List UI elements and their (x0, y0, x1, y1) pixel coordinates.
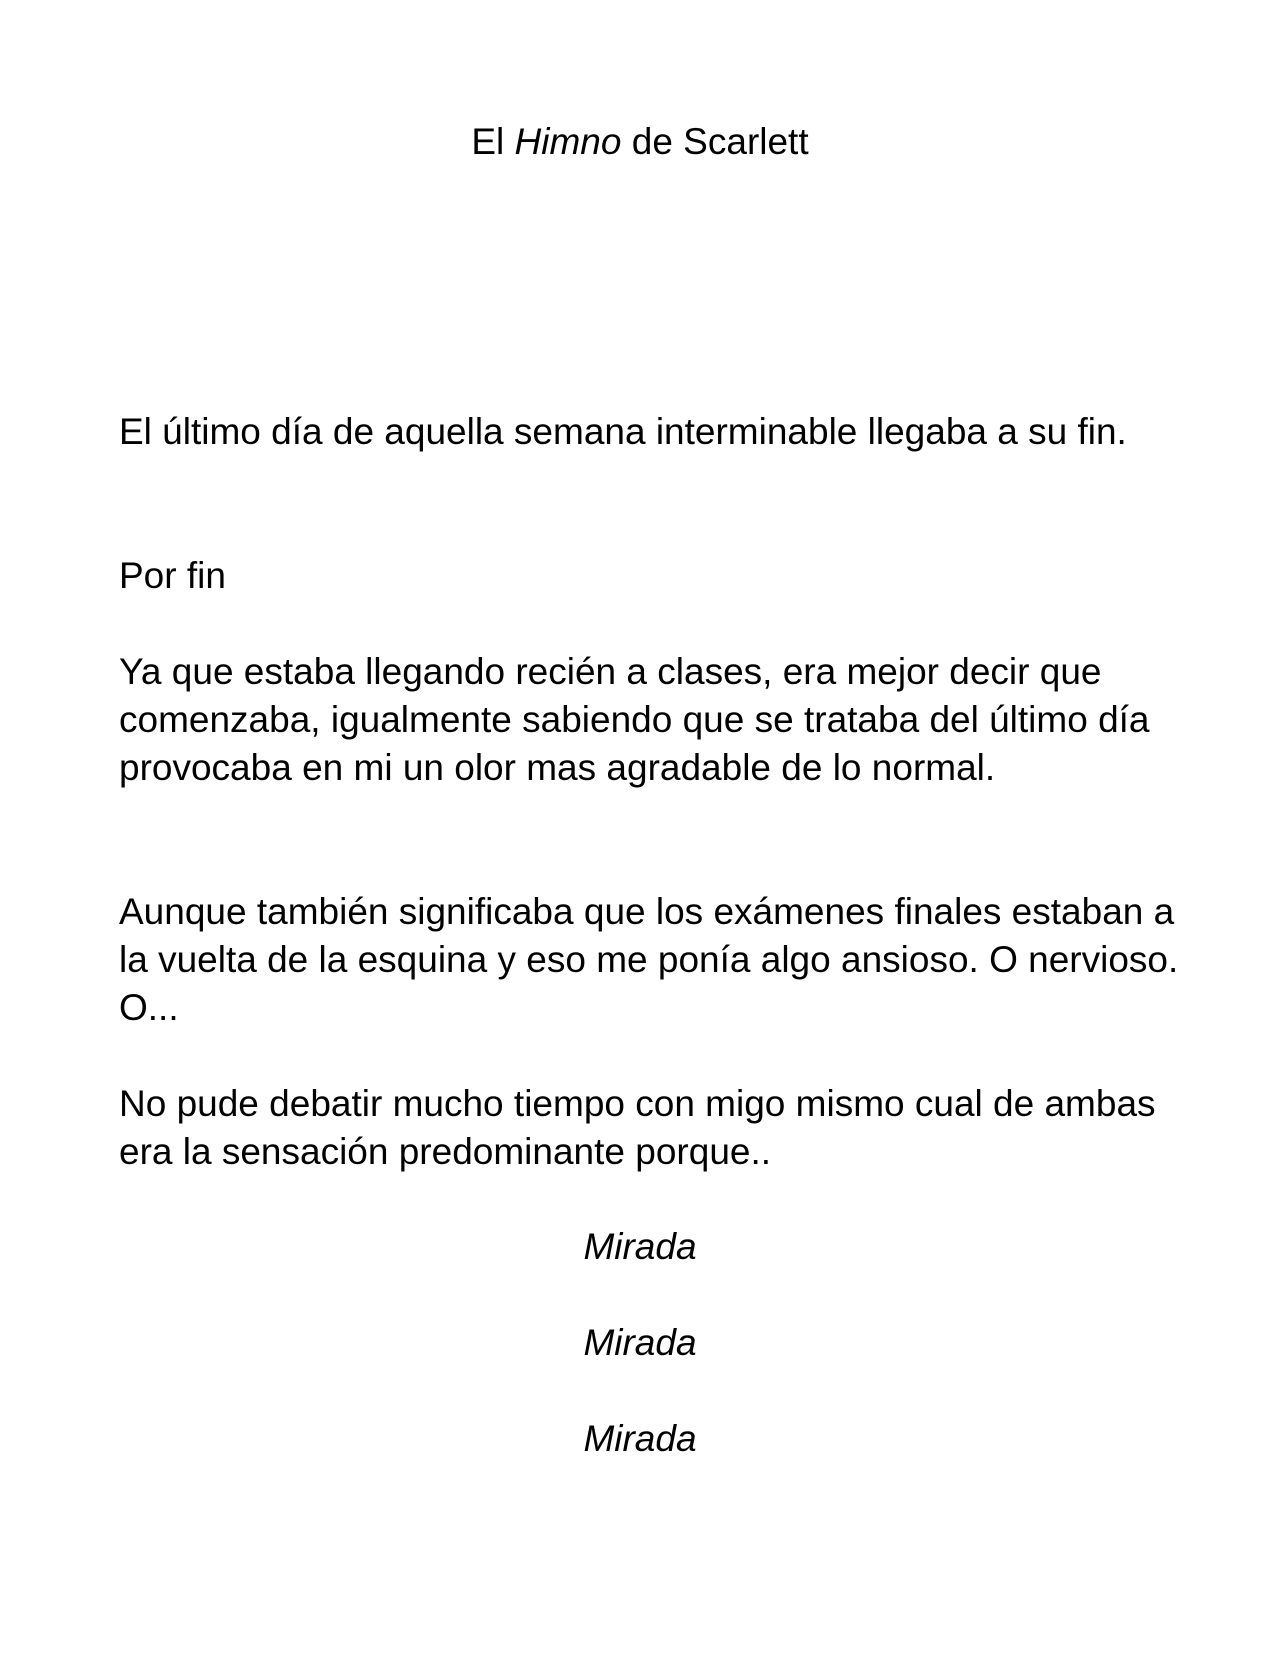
refrain-line-1: Mirada (583, 1226, 697, 1267)
paragraph-3: Ya que estaba llegando recién a clases, era mejor decir que comenzaba, igualmente sabiendo que se trataba del último día provocaba en mi un olor mas agradable de lo normal. (119, 651, 1150, 788)
title-italic-word: Himno (514, 121, 622, 162)
title-suffix: de Scarlett (621, 121, 809, 162)
paragraph-2: Por fin (119, 555, 226, 596)
paragraph-1: El último día de aquella semana interminable llegaba a su fin. (119, 411, 1127, 452)
refrain-line-3: Mirada (583, 1418, 697, 1459)
title-prefix: El (471, 121, 515, 162)
refrain-line-2: Mirada (583, 1322, 697, 1363)
document-title (0, 118, 1280, 166)
paragraph-5: No pude debatir mucho tiempo con migo mismo cual de ambas era la sensación predominante porque.. (119, 1083, 1156, 1172)
paragraph-4: Aunque también significaba que los exámenes finales estaban a la vuelta de la esquina y eso me ponía algo ansioso. O nervioso. O... (119, 891, 1179, 1028)
